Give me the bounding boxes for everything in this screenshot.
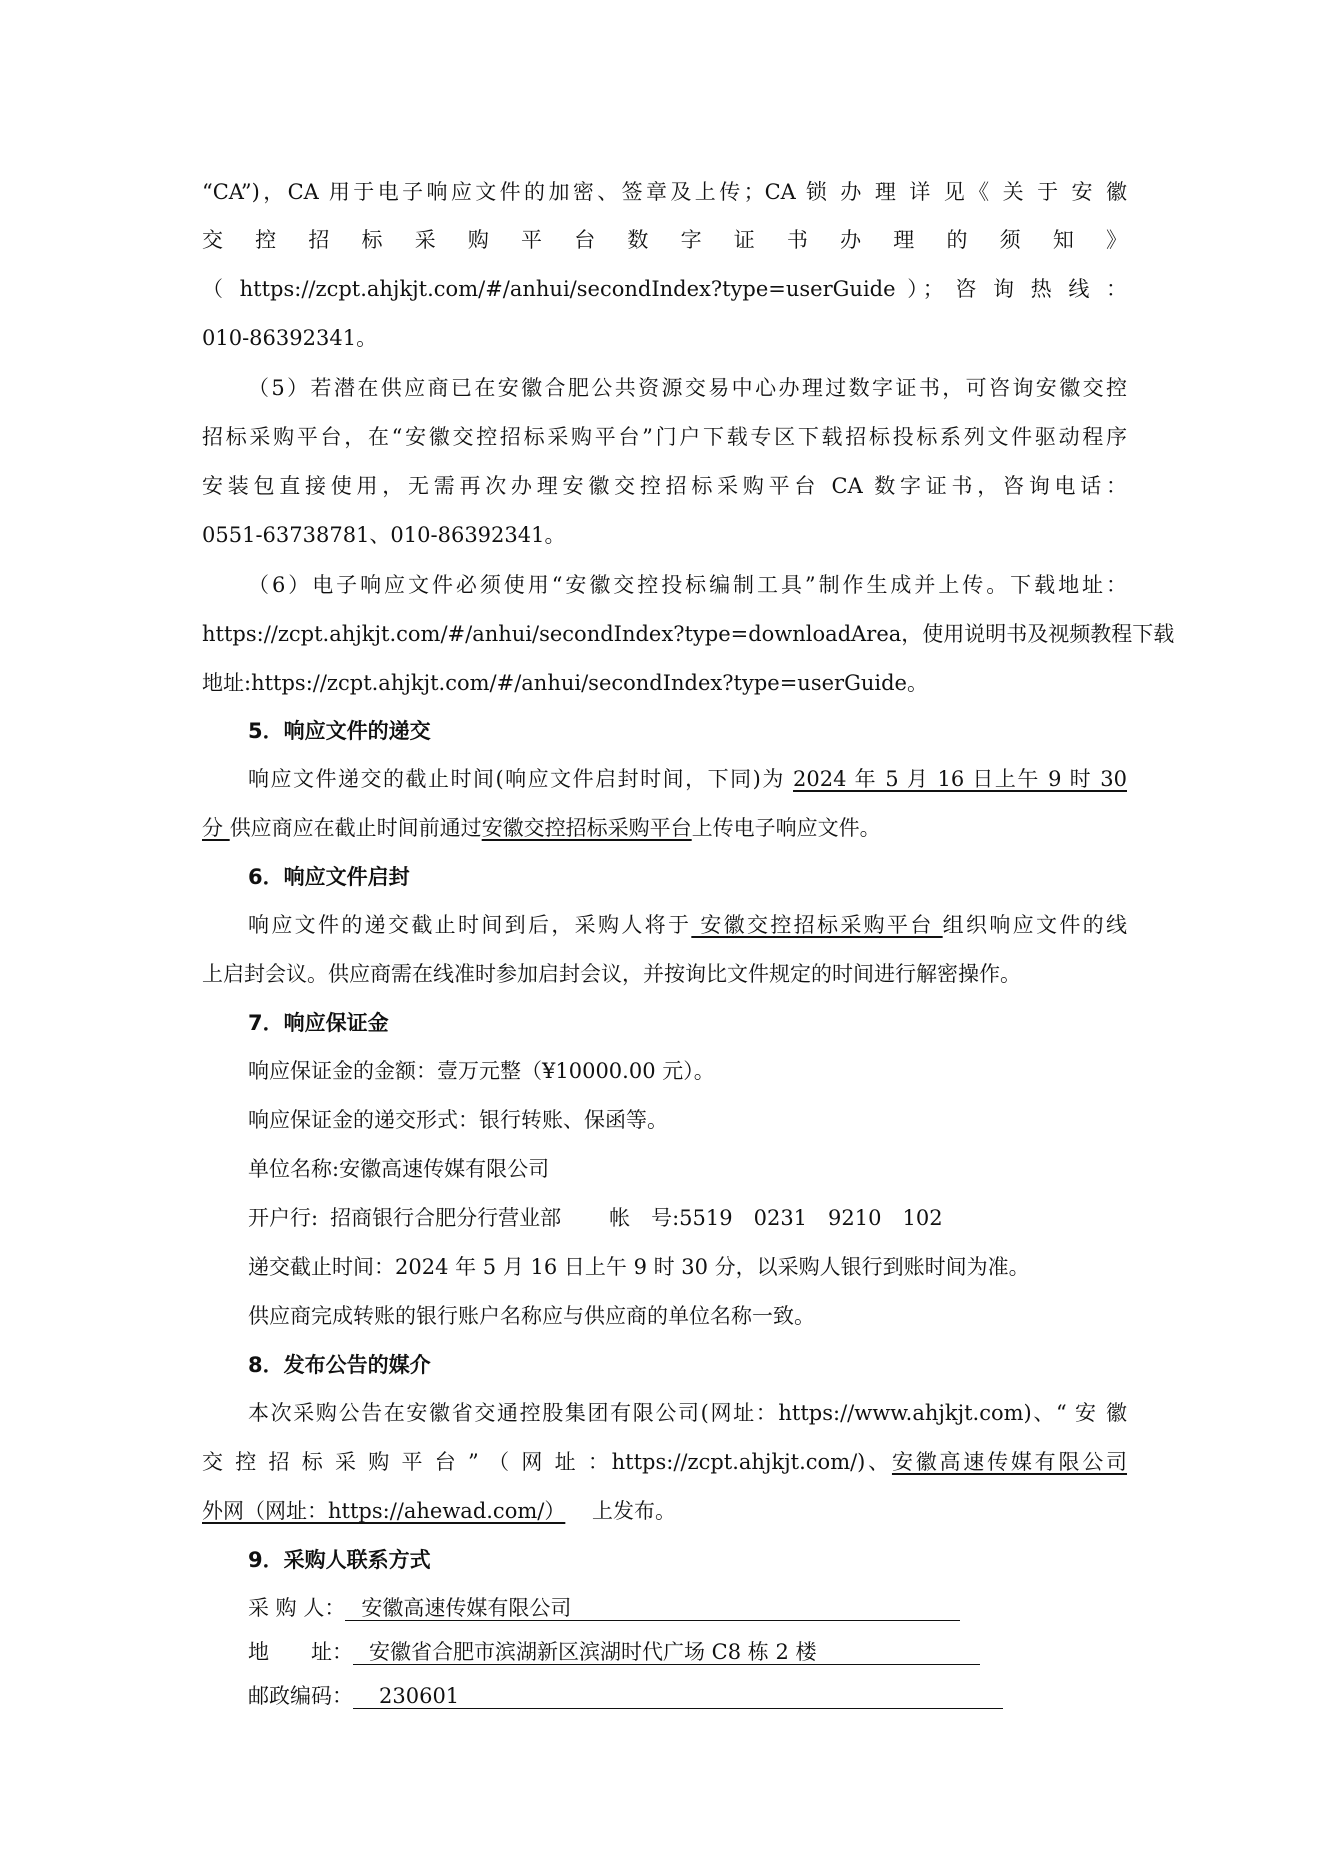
section-9-heading: 9．采购人联系方式 bbox=[248, 1548, 431, 1572]
section-6-line-2: 上启封会议。供应商需在线准时参加启封会议，并按询比文件规定的时间进行解密操作。 bbox=[202, 962, 1021, 986]
section-5-line-2 bbox=[202, 813, 881, 843]
ca-text-line-3: （ https://zcpt.ahjkjt.com/#/anhui/secondIndex?type=userGuide ）； 咨 询 热 线 ： bbox=[202, 277, 1127, 301]
purchaser-line bbox=[248, 1593, 960, 1623]
ca-text-line-4: 010-86392341。 bbox=[202, 326, 378, 350]
section-5-text-a: 响应文件递交的截止时间(响应文件启封时间，下同)为 bbox=[248, 767, 794, 791]
section-6-heading: 6．响应文件启封 bbox=[248, 865, 410, 889]
deadline-underlined: 2024 年 5 月 16 日上午 9 时 30 bbox=[793, 767, 1127, 791]
bank-name: 招商银行合肥分行营业部 bbox=[330, 1206, 562, 1230]
item-5-line-1: （5）若潜在供应商已在安徽合肥公共资源交易中心办理过数字证书，可咨询安徽交控 bbox=[248, 376, 1127, 400]
section-6-text-b: 组织响应文件的线 bbox=[942, 913, 1127, 937]
section-8-line-3 bbox=[202, 1496, 676, 1526]
postcode-value bbox=[353, 1684, 1003, 1709]
section-8-heading: 8．发布公告的媒介 bbox=[248, 1353, 431, 1377]
company-underlined: 安徽高速传媒有限公司 bbox=[891, 1450, 1128, 1474]
item-6-line-2: https://zcpt.ahjkjt.com/#/anhui/secondIndex?type=downloadArea，使用说明书及视频教程下载 bbox=[202, 622, 1175, 646]
address-line bbox=[248, 1637, 980, 1667]
section-8-text-a: 交 控 招 标 采 购 平 台 ” （ 网 址 ：https://zcpt.ahjkjt.com/)、 bbox=[202, 1450, 892, 1474]
bank-label: 开户行: bbox=[248, 1206, 319, 1230]
section-5-text-b: 供应商应在截止时间前通过 bbox=[229, 816, 482, 840]
deposit-amount: 响应保证金的金额：壹万元整（¥10000.00 元）。 bbox=[248, 1059, 715, 1083]
address-value bbox=[353, 1640, 980, 1665]
item-5-line-4: 0551-63738781、010-86392341。 bbox=[202, 523, 566, 547]
section-5-text-c: 上传电子响应文件。 bbox=[691, 816, 881, 840]
postcode-line bbox=[248, 1681, 1003, 1711]
section-8-text-b: 上发布。 bbox=[585, 1499, 677, 1523]
deposit-bank-line bbox=[248, 1203, 943, 1233]
purchaser-value-text: 安徽高速传媒有限公司 bbox=[361, 1596, 572, 1620]
section-6-text-a: 响应文件的递交截止时间到后，采购人将于 bbox=[248, 913, 692, 937]
item-5-line-3: 安装包直接使用，无需再次办理安徽交控招标采购平台 CA 数字证书，咨询电话： bbox=[202, 474, 1127, 498]
ca-text-line-1: “CA”)，CA 用于电子响应文件的加密、签章及上传；CA 锁 办 理 详 见《 关 于 安 徽 bbox=[202, 180, 1127, 204]
deadline-minute-underlined: 分 bbox=[202, 816, 230, 840]
section-5-line-1 bbox=[248, 764, 1127, 794]
item-5-line-2: 招标采购平台，在“安徽交控招标采购平台”门户下载专区下载招标投标系列文件驱动程序 bbox=[202, 425, 1127, 449]
item-6-line-1: （6）电子响应文件必须使用“安徽交控投标编制工具”制作生成并上传。下载地址： bbox=[248, 573, 1127, 597]
platform-underlined: 安徽交控招标采购平台 bbox=[481, 816, 692, 840]
address-value-text: 安徽省合肥市滨湖新区滨湖时代广场 C8 栋 2 楼 bbox=[369, 1640, 817, 1664]
deposit-deadline: 递交截止时间：2024 年 5 月 16 日上午 9 时 30 分，以采购人银行到账时间为准。 bbox=[248, 1255, 1030, 1279]
account-number: 5519 0231 9210 102 bbox=[679, 1206, 943, 1230]
postcode-label: 邮政编码： bbox=[248, 1684, 353, 1708]
section-8-line-1: 本次采购公告在安徽省交通控股集团有限公司(网址：https://www.ahjkjt.com)、“ 安 徽 bbox=[248, 1401, 1127, 1425]
postcode-value-text: 230601 bbox=[379, 1684, 460, 1708]
purchaser-value bbox=[345, 1596, 960, 1621]
purchaser-label: 采 购 人： bbox=[248, 1596, 346, 1620]
section-5-heading: 5．响应文件的递交 bbox=[248, 719, 431, 743]
section-8-line-2 bbox=[202, 1447, 1127, 1477]
platform-underlined-2: 安徽交控招标采购平台 bbox=[691, 913, 943, 937]
account-label: 帐 号: bbox=[609, 1206, 680, 1230]
deposit-unit-name: 单位名称:安徽高速传媒有限公司 bbox=[248, 1157, 550, 1181]
deposit-note: 供应商完成转账的银行账户名称应与供应商的单位名称一致。 bbox=[248, 1304, 815, 1328]
deposit-form: 响应保证金的递交形式：银行转账、保函等。 bbox=[248, 1108, 668, 1132]
section-7-heading: 7．响应保证金 bbox=[248, 1011, 389, 1035]
ca-text-line-2: 交 控 招 标 采 购 平 台 数 字 证 书 办 理 的 须 知 》 bbox=[202, 228, 1127, 252]
website-underlined: 外网（网址：https://ahewad.com/） bbox=[202, 1499, 566, 1523]
section-6-line-1 bbox=[248, 910, 1127, 940]
address-label: 地 址： bbox=[248, 1640, 353, 1664]
item-6-line-3: 地址:https://zcpt.ahjkjt.com/#/anhui/secondIndex?type=userGuide。 bbox=[202, 671, 928, 695]
